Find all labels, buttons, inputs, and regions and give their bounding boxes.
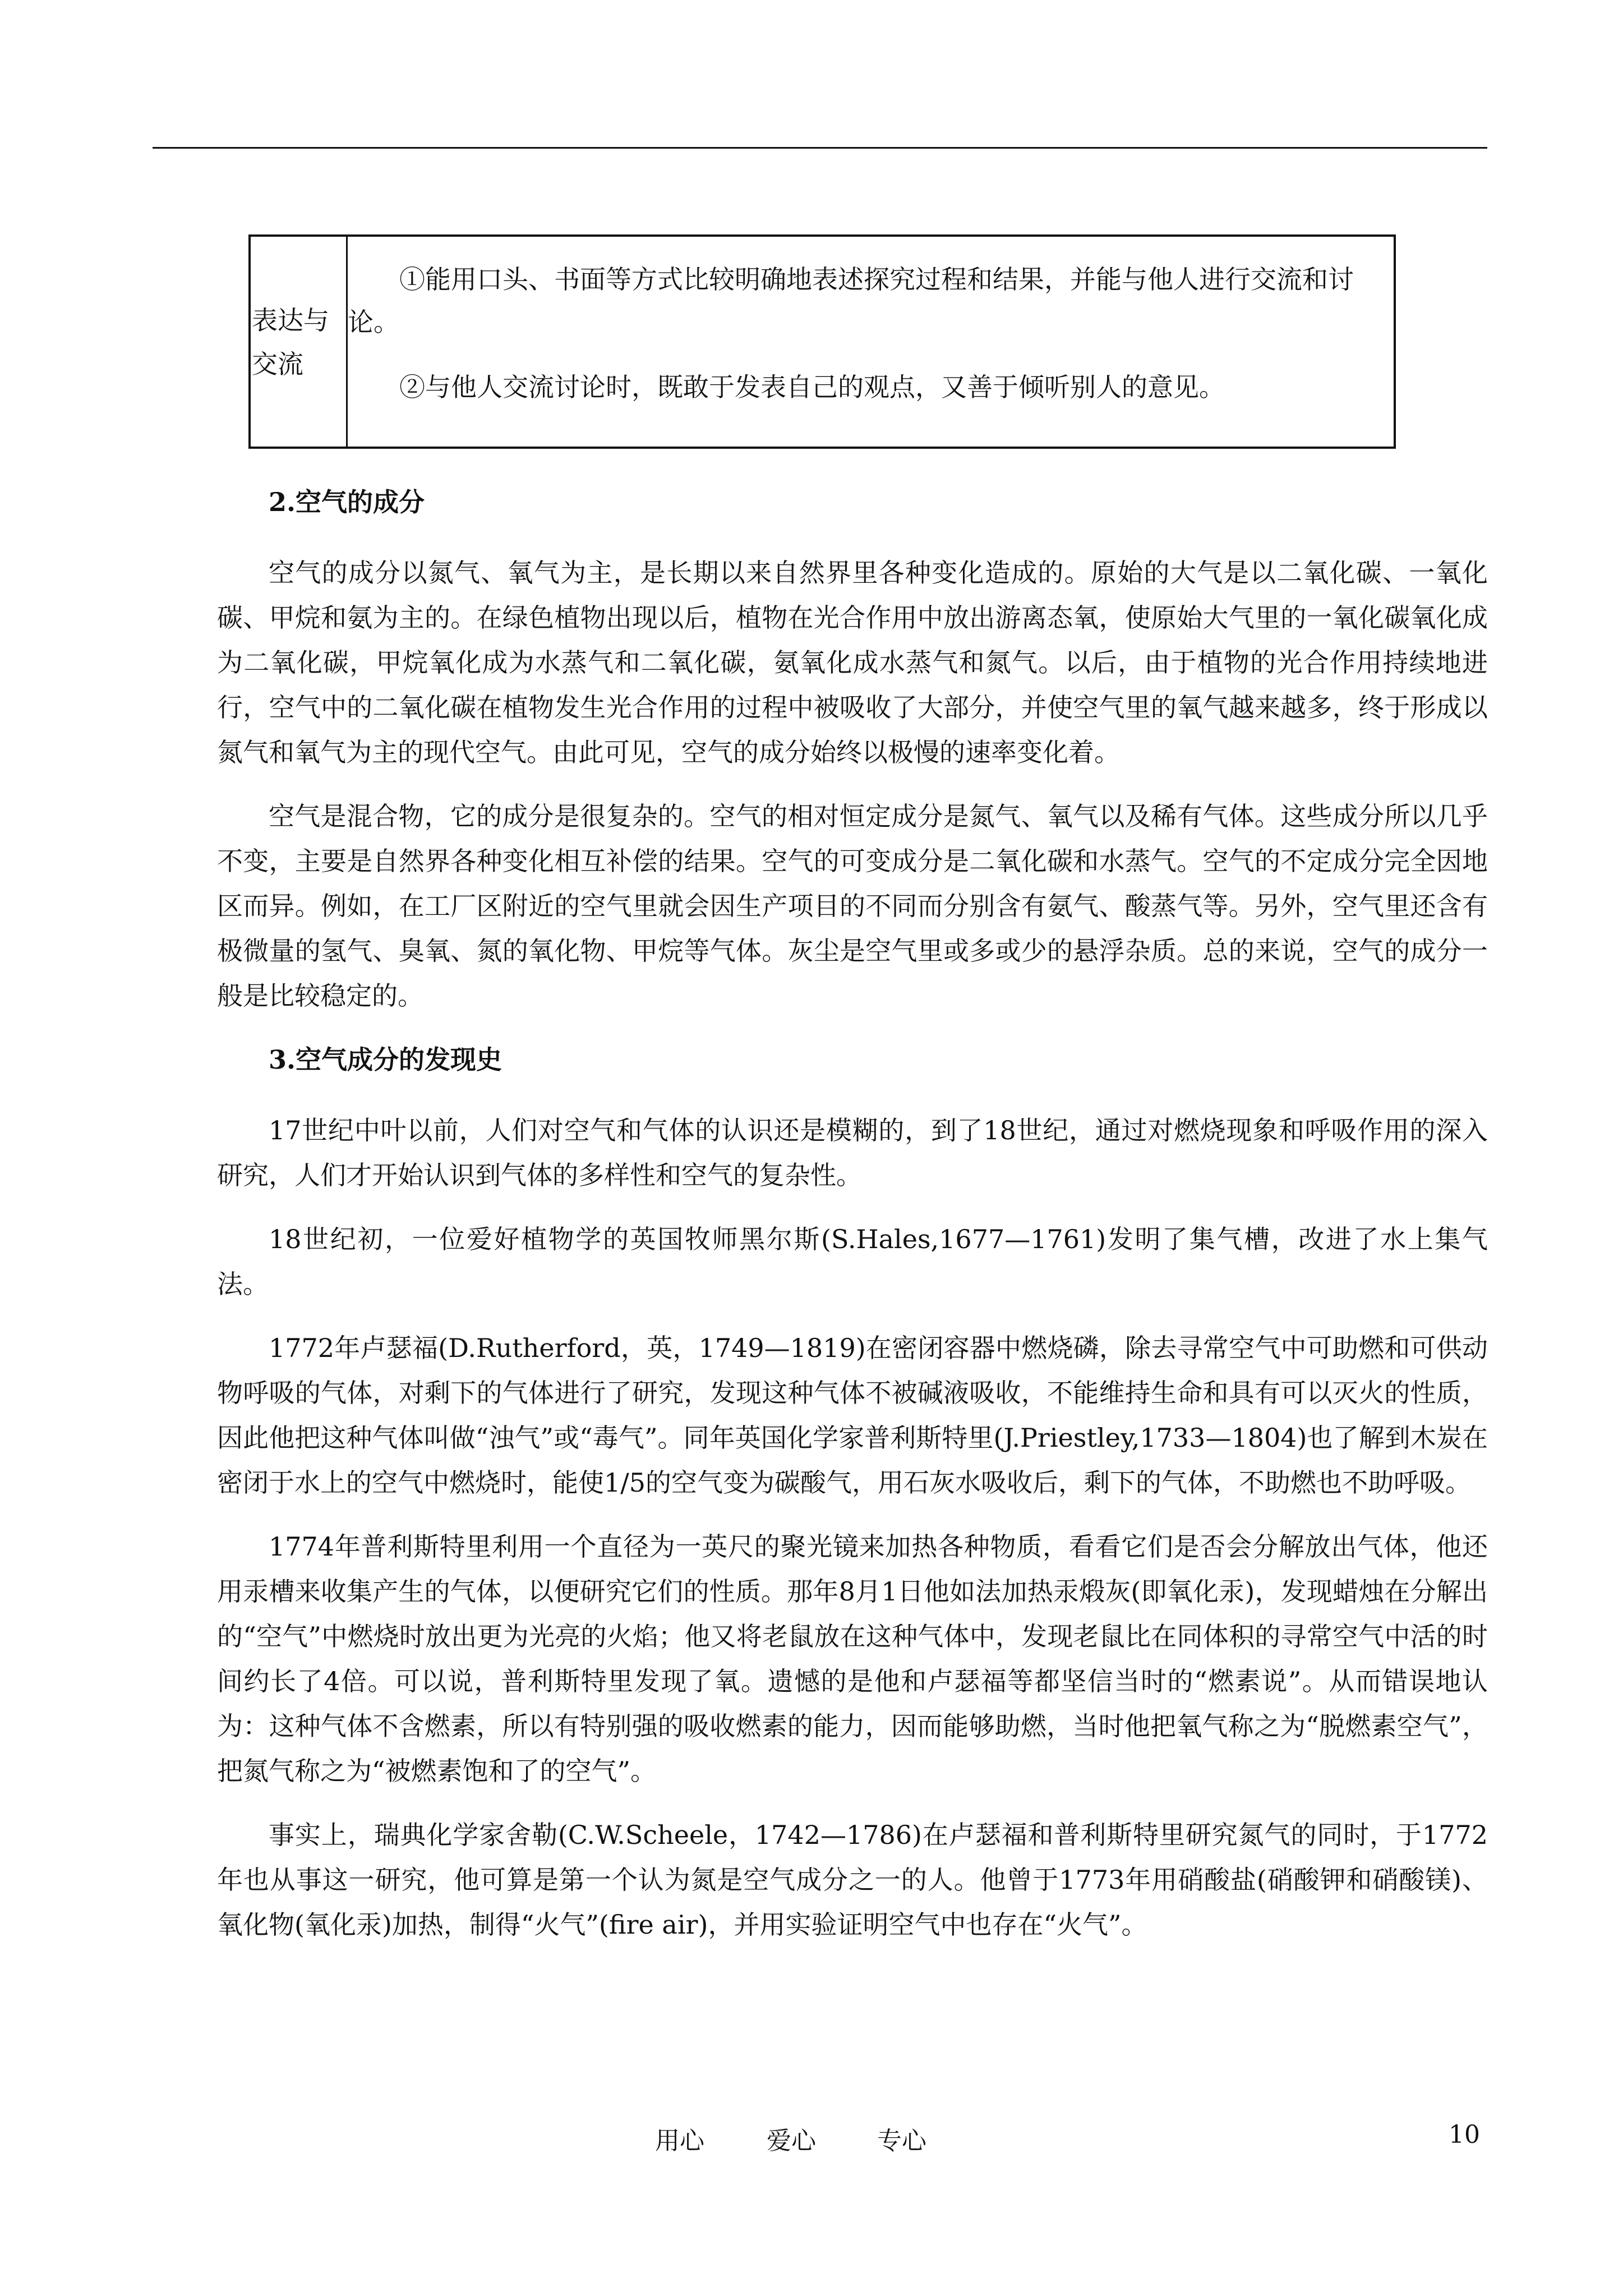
paragraph: 空气是混合物，它的成分是很复杂的。空气的相对恒定成分是氮气、氧气以及稀有气体。这些成分所以几乎不变，主要是自然界各种变化相互补偿的结果。空气的可变成分是二氧化碳和水蒸气。空气的不定成分完全因地区而异。例如，在工厂区附近的空气里就会因生产项目的不同而分别含有氨气、酸蒸气等。另外，空气里还含有极微量的氢气、臭氧、氮的氧化物、甲烷等气体。灰尘是空气里或多或少的悬浮杂质。总的来说，空气的成分一般是比较稳定的。 [217, 801, 1488, 1011]
footer-motto-3: 专心 [877, 2127, 926, 2155]
paragraph: 1774年普利斯特里利用一个直径为一英尺的聚光镜来加热各种物质，看看它们是否会分解放出气体，他还用汞槽来收集产生的气体，以便研究它们的性质。那年8月1日他如法加热汞煅灰(即氧化汞)，发现蜡烛在分解出的“空气”中燃烧时放出更为光亮的火焰；他又将老鼠放在这种气体中，发现老鼠比在同体积的寻常空气中活的时间约长了4倍。可以说，普利斯特里发现了氧。遗憾的是他和卢瑟福等都坚信当时的“燃素说”。从而错误地认为：这种气体不含燃素，所以有特别强的吸收燃素的能力，因而能够助燃，当时他把氧气称之为“脱燃素空气”，把氮气称之为“被燃素饱和了的空气”。 [217, 1531, 1488, 1786]
table-cell [348, 258, 1391, 408]
document-body [217, 480, 1488, 1947]
section-heading-air-composition: 2.空气的成分 [269, 487, 425, 517]
paragraph: 1772年卢瑟福(D.Rutherford，英，1749—1819)在密闭容器中燃烧磷，除去寻常空气中可助燃和可供动物呼吸的气体，对剩下的气体进行了研究，发现这种气体不被碱液吸收，不能维持生命和具有可以灭火的性质，因此他把这种气体叫做“浊气”或“毒气”。同年英国化学家普利斯特里(J.Priestley,1733—1804)也了解到木炭在密闭于水上的空气中燃烧时，能使1/5的空气变为碳酸气，用石灰水吸收后，剩下的气体，不助燃也不助呼吸。 [217, 1333, 1488, 1498]
table-item-1: ①能用口头、书面等方式比较明确地表述探究过程和结果，并能与他人进行交流和讨论。 [348, 264, 1354, 337]
paragraph: 17世纪中叶以前，人们对空气和气体的认识还是模糊的，到了18世纪，通过对燃烧现象和呼吸作用的深入研究，人们才开始认识到气体的多样性和空气的复杂性。 [217, 1115, 1488, 1190]
paragraph: 事实上，瑞典化学家舍勒(C.W.Scheele，1742—1786)在卢瑟福和普利斯特里研究氮气的同时，于1772年也从事这一研究，他可算是第一个认为氮是空气成分之一的人。他曾于1773年用硝酸盐(硝酸钾和硝酸镁)、氧化物(氧化汞)加热，制得“火气”(fire air)，并用实验证明空气中也存在“火气”。 [217, 1820, 1488, 1940]
page-number: 10 [1449, 2120, 1480, 2149]
objectives-table [248, 234, 1396, 449]
paragraph: 18世纪初，一位爱好植物学的英国牧师黑尔斯(S.Hales,1677—1761)发明了集气槽，改进了水上集气法。 [217, 1224, 1488, 1299]
footer-motto-1: 用心 [655, 2127, 704, 2155]
section-heading-discovery-history: 3.空气成分的发现史 [269, 1045, 502, 1075]
paragraph: 空气的成分以氮气、氧气为主，是长期以来自然界里各种变化造成的。原始的大气是以二氧化碳、一氧化碳、甲烷和氨为主的。在绿色植物出现以后，植物在光合作用中放出游离态氧，使原始大气里的一氧化碳氧化成为二氧化碳，甲烷氧化成为水蒸气和二氧化碳，氨氧化成水蒸气和氮气。以后，由于植物的光合作用持续地进行，空气中的二氧化碳在植物发生光合作用的过程中被吸收了大部分，并使空气里的氧气越来越多，终于形成以氮气和氧气为主的现代空气。由此可见，空气的成分始终以极慢的速率变化着。 [217, 558, 1488, 767]
header-rule [153, 147, 1487, 149]
table-item-2: ②与他人交流讨论时，既敢于发表自己的观点，又善于倾听别人的意见。 [399, 372, 1225, 402]
table-row-label: 表达与交流 [252, 305, 329, 379]
footer-motto-2: 爱心 [767, 2127, 816, 2155]
